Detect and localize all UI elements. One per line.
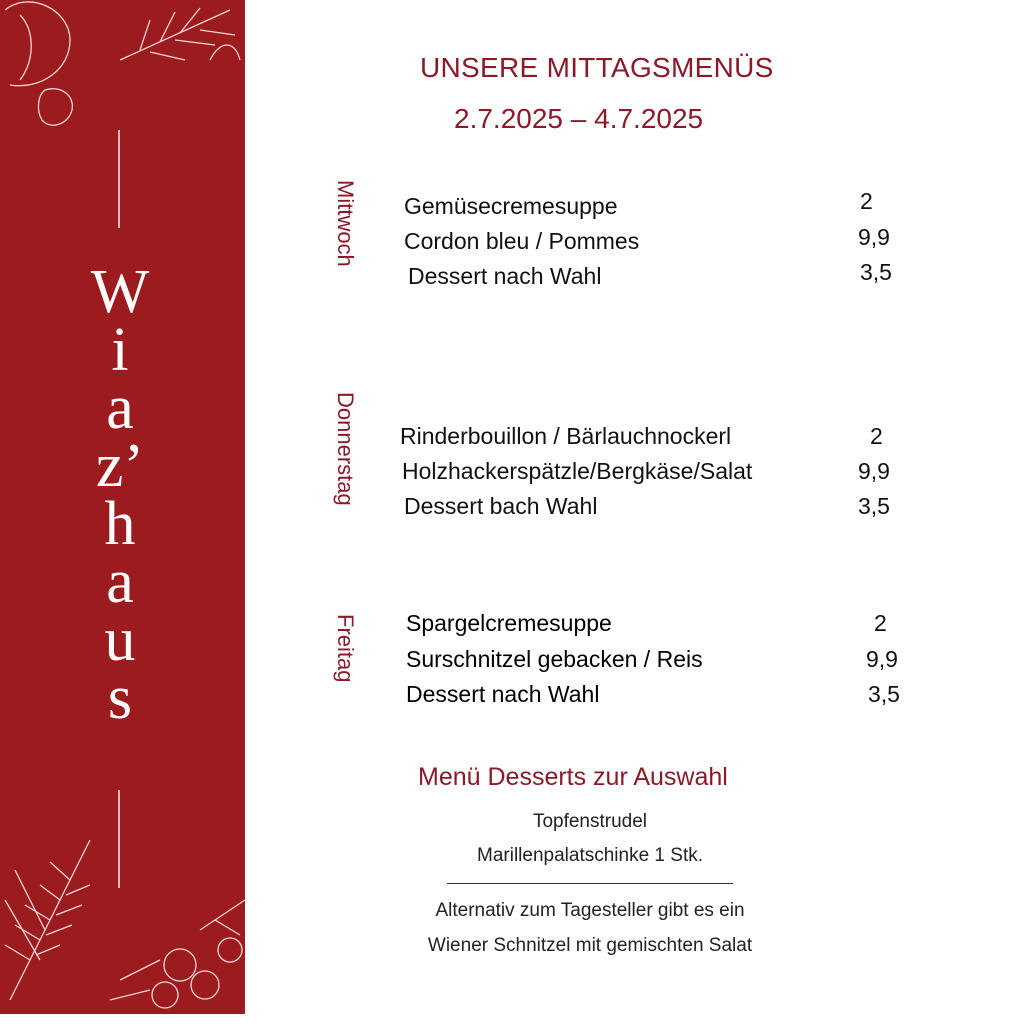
menu-price: 3,5: [868, 681, 900, 707]
alternative-text: Wiener Schnitzel mit gemischten Salat: [427, 935, 753, 956]
menu-price: 9,9: [858, 458, 890, 484]
menu-price: 9,9: [866, 646, 898, 672]
menu-price: 3,5: [860, 259, 892, 285]
menu-item: Dessert nach Wahl: [408, 263, 602, 289]
brand-letter: z’: [95, 432, 145, 500]
menu-item: Spargelcremesuppe: [406, 610, 612, 636]
desserts-title: Menü Desserts zur Auswahl: [418, 763, 728, 791]
menu-price: 2: [870, 423, 883, 449]
alternative-text: Alternativ zum Tagesteller gibt es ein: [435, 900, 745, 921]
brand-letter: i: [111, 316, 129, 384]
brand-letter: a: [106, 548, 134, 616]
menu-item: Surschnitzel gebacken / Reis: [406, 646, 703, 672]
menu-price: 3,5: [858, 493, 890, 519]
brand-letter: s: [107, 664, 133, 732]
brand-letter: u: [104, 606, 136, 674]
menu-price: 9,9: [858, 224, 890, 250]
date-range: 2.7.2025 – 4.7.2025: [454, 103, 704, 134]
divider-line-bottom: [118, 790, 120, 888]
dessert-item: Marillenpalatschinke 1 Stk.: [477, 845, 703, 866]
divider-line-top: [118, 130, 120, 228]
menu-item: Dessert nach Wahl: [406, 681, 600, 707]
divider-rule: [447, 883, 733, 884]
menu-price: 2: [860, 188, 873, 214]
dessert-item: Topfenstrudel: [532, 811, 648, 832]
day-label-thursday: Donnerstag: [333, 392, 358, 506]
menu-price: 2: [874, 610, 887, 636]
day-label-friday: Freitag: [333, 614, 358, 683]
menu-item: Dessert bach Wahl: [404, 493, 598, 519]
brand-letter: W: [90, 258, 150, 326]
menu-item: Cordon bleu / Pommes: [404, 228, 640, 254]
brand-letter: a: [106, 374, 134, 442]
page-title: UNSERE MITTAGSMENÜS: [420, 52, 774, 83]
menu-item: Rinderbouillon / Bärlauchnockerl: [400, 423, 732, 449]
menu-item: Holzhackerspätzle/Bergkäse/Salat: [402, 458, 753, 484]
brand-sidebar: [0, 0, 245, 1014]
day-label-wednesday: Mittwoch: [333, 180, 358, 267]
menu-item: Gemüsecremesuppe: [404, 193, 618, 219]
brand-logo: [60, 258, 180, 732]
brand-letter: h: [104, 490, 136, 558]
